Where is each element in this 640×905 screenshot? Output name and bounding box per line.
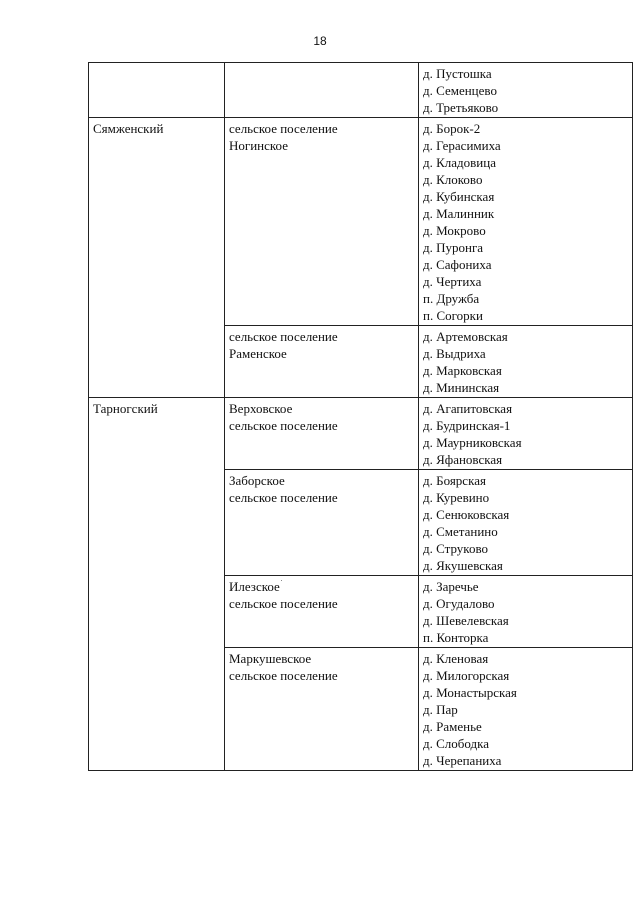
village-item: д. Пар [423, 702, 458, 717]
villages-cell [419, 63, 633, 118]
settlement-name-line: Раменское [229, 346, 287, 361]
settlement-name-line: сельское поселение [229, 490, 338, 505]
settlement-cell [225, 648, 419, 771]
village-item: д. Пустошка [423, 66, 492, 81]
village-item: д. Третьяково [423, 100, 499, 115]
settlement-name-line: сельское поселение [229, 596, 338, 611]
village-item: д. Пуронга [423, 240, 484, 255]
village-item: п. Конторка [423, 630, 489, 645]
village-item: д. Заречье [423, 579, 479, 594]
village-item: д. Сафониха [423, 257, 492, 272]
village-item: д. Огудалово [423, 596, 495, 611]
settlement-cell [225, 470, 419, 576]
settlement-cell [225, 326, 419, 398]
village-item: д. Будринская-1 [423, 418, 511, 433]
village-item: п. Дружба [423, 291, 480, 306]
village-item: д. Кленовая [423, 651, 489, 666]
settlement-name-line: сельское поселение [229, 668, 338, 683]
settlement-cell [225, 118, 419, 326]
village-item: д. Семенцево [423, 83, 497, 98]
village-item: д. Марковская [423, 363, 502, 378]
table-row [89, 398, 633, 470]
village-item: д. Борок-2 [423, 121, 481, 136]
table-row [89, 118, 633, 326]
district-cell [89, 63, 225, 118]
settlement-name-line: сельское поселение [229, 418, 338, 433]
village-item: д. Сметанино [423, 524, 498, 539]
village-item: д. Малинник [423, 206, 495, 221]
village-item: д. Якушевская [423, 558, 503, 573]
village-item: д. Герасимиха [423, 138, 501, 153]
village-item: д. Кубинская [423, 189, 495, 204]
settlement-name-line: Маркушевское [229, 651, 312, 666]
villages-cell [419, 470, 633, 576]
village-item: п. Согорки [423, 308, 483, 323]
table-row [89, 63, 633, 118]
district-name: Сямженский [93, 121, 164, 136]
settlement-name-line: Илезское [229, 579, 280, 594]
villages-cell [419, 576, 633, 648]
district-cell [89, 118, 225, 398]
village-item: д. Кладовица [423, 155, 496, 170]
settlement-cell [225, 398, 419, 470]
villages-cell [419, 118, 633, 326]
village-item: д. Куревино [423, 490, 490, 505]
village-item: д. Монастырская [423, 685, 517, 700]
village-item: д. Маурниковская [423, 435, 522, 450]
settlement-name-line: Заборское [229, 473, 285, 488]
settlement-name-line: сельское поселение [229, 121, 338, 136]
village-item: д. Раменье [423, 719, 482, 734]
village-item: д. Выдриха [423, 346, 486, 361]
settlement-cell [225, 576, 419, 648]
village-item: д. Черепаниха [423, 753, 502, 768]
scan-speck [281, 580, 282, 581]
village-item: д. Шевелевская [423, 613, 509, 628]
villages-cell [419, 648, 633, 771]
village-item: д. Яфановская [423, 452, 503, 467]
village-item: д. Сенюковская [423, 507, 510, 522]
village-item: д. Агапитовская [423, 401, 513, 416]
settlements-table [88, 62, 633, 771]
district-cell [89, 398, 225, 771]
settlement-cell [225, 63, 419, 118]
village-item: д. Милогорская [423, 668, 510, 683]
settlement-name-line: Ногинское [229, 138, 288, 153]
villages-cell [419, 398, 633, 470]
village-item: д. Боярская [423, 473, 486, 488]
villages-cell [419, 326, 633, 398]
village-item: д. Слободка [423, 736, 490, 751]
village-item: д. Чертиха [423, 274, 482, 289]
village-item: д. Мокрово [423, 223, 486, 238]
page-number: 18 [313, 34, 327, 48]
settlement-name-line: Верховское [229, 401, 293, 416]
village-item: д. Мининская [423, 380, 500, 395]
village-item: д. Артемовская [423, 329, 508, 344]
village-item: д. Клоково [423, 172, 483, 187]
village-item: д. Струково [423, 541, 488, 556]
settlement-name-line: сельское поселение [229, 329, 338, 344]
district-name: Тарногский [93, 401, 158, 416]
